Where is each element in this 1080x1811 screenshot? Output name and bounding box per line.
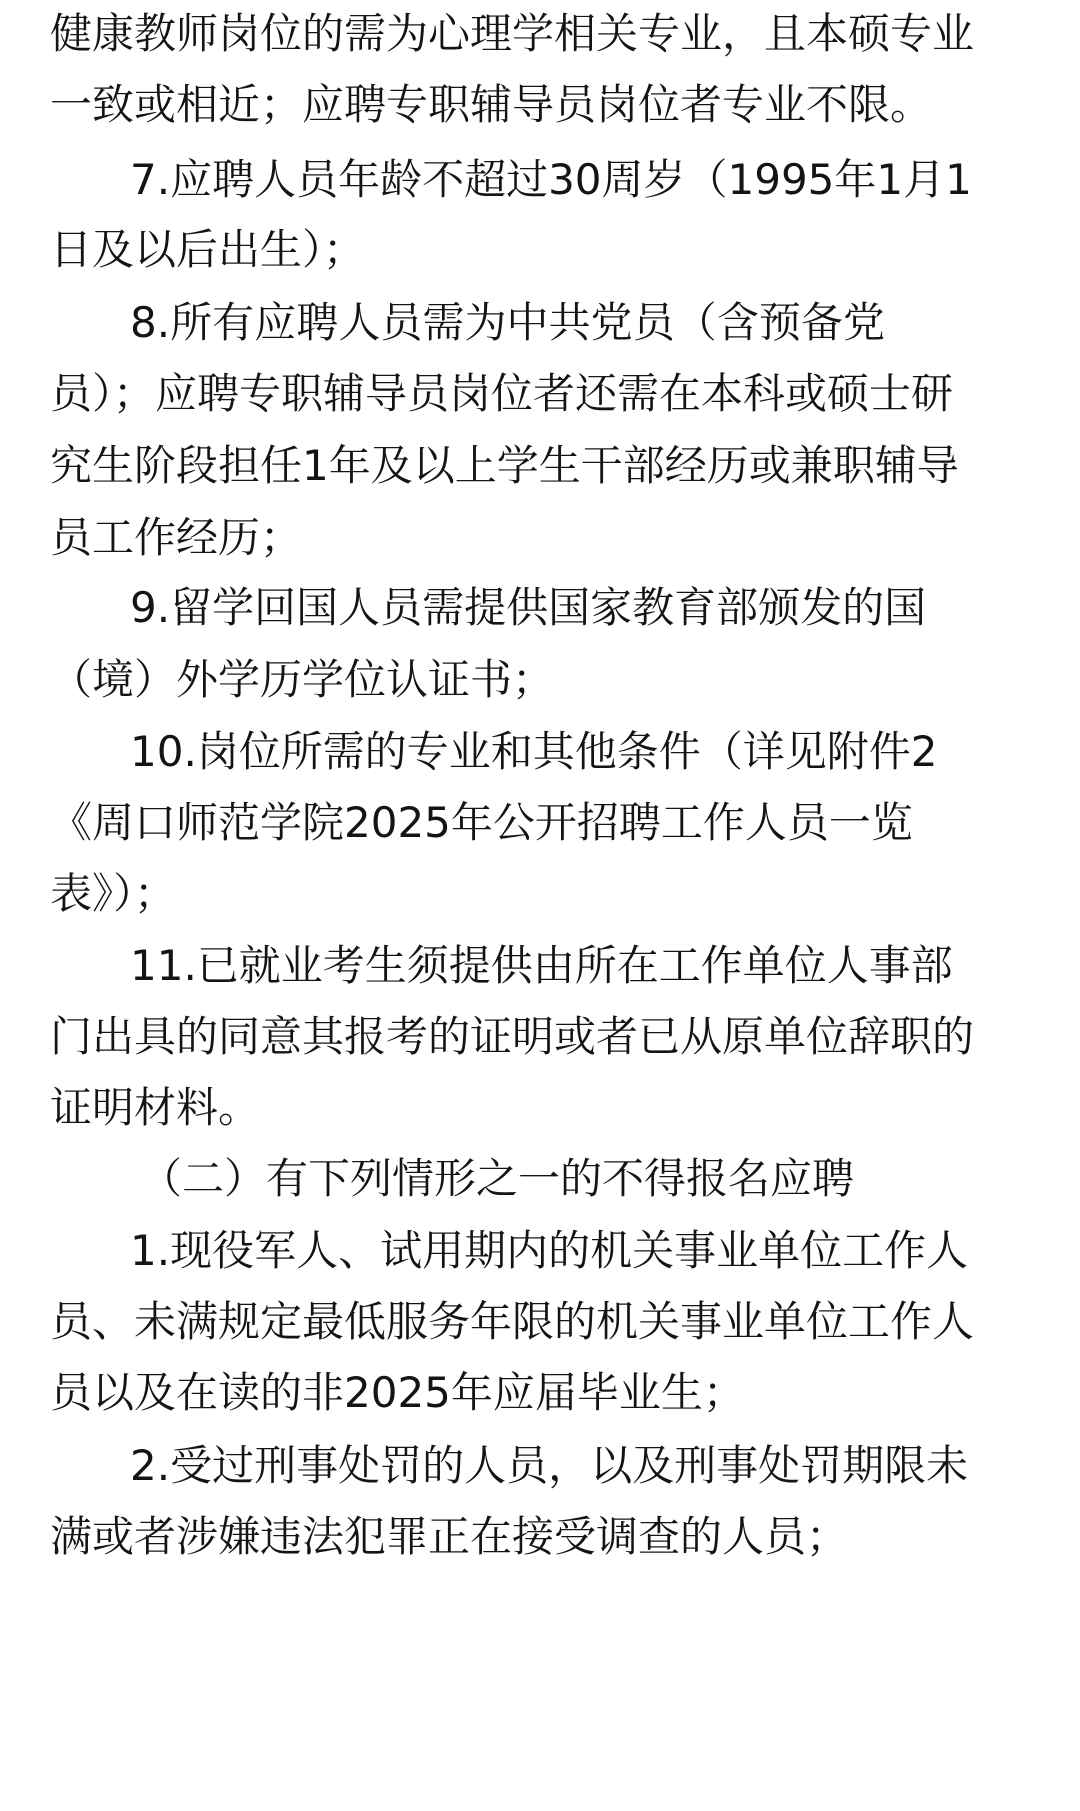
text-line: 员以及在读的非2025年应届毕业生；	[50, 1368, 745, 1417]
text-line: 一致或相近；应聘专职辅导员岗位者专业不限。	[50, 80, 933, 129]
text-line: 证明材料。	[50, 1083, 261, 1132]
text-line: 8.所有应聘人员需为中共党员（含预备党	[130, 298, 885, 347]
text-line: 满或者涉嫌违法犯罪正在接受调查的人员；	[50, 1512, 849, 1561]
text-line: 日及以后出生）；	[50, 225, 366, 274]
text-line: （境）外学历学位认证书；	[50, 655, 555, 704]
text-line: 2.受过刑事处罚的人员，以及刑事处罚期限未	[130, 1441, 969, 1490]
text-line: 员工作经历；	[50, 513, 303, 562]
text-line: 1.现役军人、试用期内的机关事业单位工作人	[130, 1226, 969, 1275]
section-heading: （二）有下列情形之一的不得报名应聘	[140, 1154, 855, 1203]
text-line: 究生阶段担任1年及以上学生干部经历或兼职辅导	[50, 441, 959, 490]
text-line: 健康教师岗位的需为心理学相关专业，且本硕专业	[50, 9, 975, 58]
text-line: 门出具的同意其报考的证明或者已从原单位辞职的	[50, 1012, 975, 1061]
text-line: 表》）；	[50, 869, 177, 918]
text-line: 9.留学回国人员需提供国家教育部颁发的国	[130, 583, 927, 632]
text-line: 7.应聘人员年龄不超过30周岁（1995年1月1	[130, 155, 972, 204]
text-line: 10.岗位所需的专业和其他条件（详见附件2	[130, 727, 938, 776]
text-line: 员）；应聘专职辅导员岗位者还需在本科或硕士研	[50, 369, 954, 418]
text-line: 员、未满规定最低服务年限的机关事业单位工作人	[50, 1297, 975, 1346]
text-line: 《周口师范学院2025年公开招聘工作人员一览	[50, 798, 913, 847]
text-line: 11.已就业考生须提供由所在工作单位人事部	[130, 941, 953, 990]
